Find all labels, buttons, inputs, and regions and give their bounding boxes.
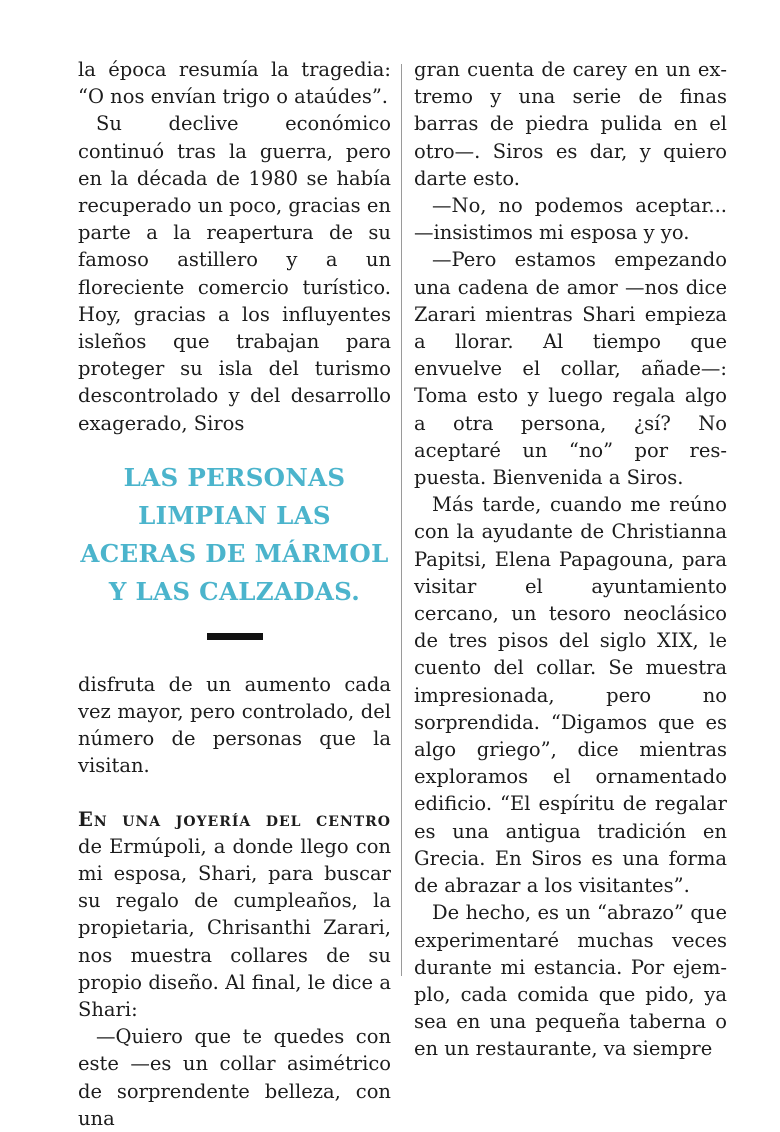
paragraph-continued: la época resumía la tragedia: “O nos envían trigo o ataúdes”.	[78, 58, 391, 109]
paragraph-embrace: De hecho, es un “abrazo” que experimentaré muchas veces durante mi estancia. Por ejemplo, cada comida que pido, ya sea en una pequeña taberna o en un restaurante, va siempre	[414, 901, 727, 1061]
right-column	[414, 56, 727, 1063]
paragraph-chain-of-love: —Pero estamos empezando una cadena de amor —nos dice Zarari mientras Shari empieza a llorar. Al tiempo que envuelve el collar, añade—: Toma esto y luego regala algo a otra persona, ¿sí? No aceptaré un “no” por respuesta. Bienvenida a Siros.	[414, 248, 727, 490]
paragraph-jewelry-shop	[78, 806, 391, 1024]
left-column	[78, 56, 391, 1132]
pull-quote-bar	[207, 633, 263, 640]
pull-quote: LAS PERSONAS LIMPIAN LAS ACERAS DE MÁRMOL Y LAS CALZADAS.	[80, 462, 389, 606]
paragraph-necklace-offer: —Quiero que te quedes con este —es un collar asimétrico de sorprendente belleza, con una	[78, 1025, 391, 1130]
paragraph-refusal: —No, no podemos aceptar... —insistimos mi esposa y yo.	[414, 194, 727, 245]
paragraph-town-hall: Más tarde, cuando me reúno con la ayudante de Christianna Papitsi, Elena Papagouna, para visitar el ayuntamiento cercano, un tesoro neoclásico de tres pisos del siglo XIX, le cuento del collar. Se muestra impresionada, pero no sorprendida. “Digamos que es algo griego”, dice mientras exploramos el ornamentado edificio. “El espíritu de regalar es una antigua tradición en Grecia. En Siros es una forma de abrazar a los visitantes”.	[414, 493, 727, 898]
paragraph-necklace-description: gran cuenta de carey en un extremo y una serie de finas barras de piedra pulida en el otro—. Siros es dar, y quiero darte esto.	[414, 58, 727, 190]
lead-in-rest: de Ermúpoli, a donde llego con mi esposa, Shari, para buscar su regalo de cumpleaños, la propietaria, Chrisanthi Zarari, nos muestra collares de su propio diseño. Al final, le dice a Shari:	[78, 834, 391, 1022]
paragraph-economic-decline: Su declive económico continuó tras la guerra, pero en la década de 1980 se había recuperado un poco, gracias en parte a la reapertura de su famoso astillero y a un floreciente comercio turístico. Hoy, gracias a los influyentes isleños que trabajan para proteger su isla del turismo descontrolado y del desarrollo exagerado, Siros	[78, 112, 391, 435]
column-divider	[401, 64, 402, 976]
paragraph-visitors: disfruta de un aumento cada vez mayor, pero controlado, del número de personas que la visitan.	[78, 672, 391, 778]
lead-in-smallcaps: En una joyería del centro	[78, 807, 391, 831]
